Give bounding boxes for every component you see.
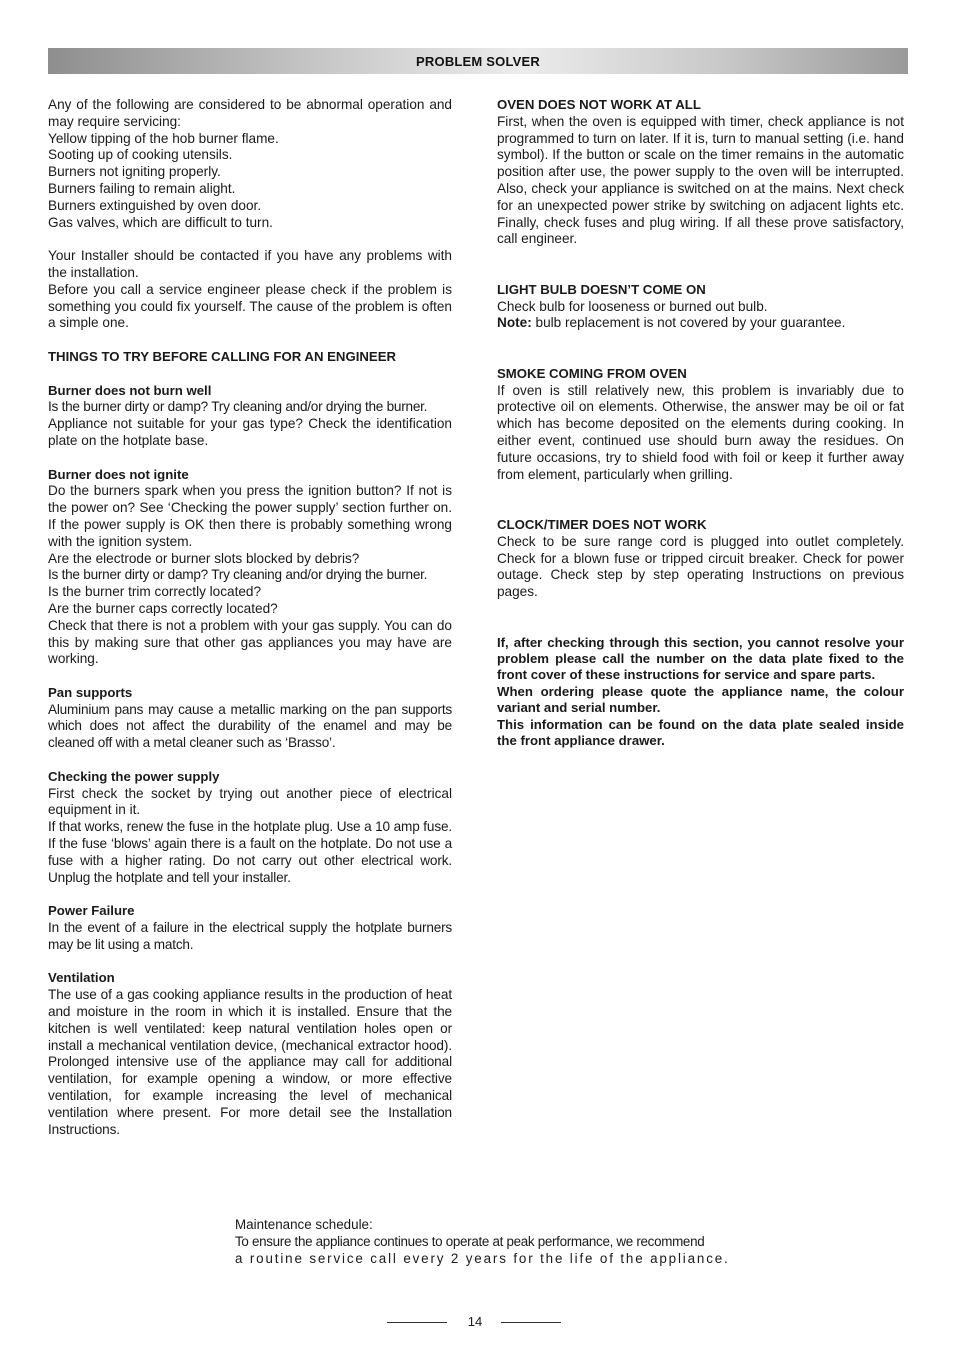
power-failure-line: In the event of a failure in the electrical supply the hotplate burners may be lit using a match. <box>48 920 452 952</box>
oven-not-work-text: First, when the oven is equipped with timer, check appliance is not programmed to turn on later. If it is, turn to manual setting (i.e. hand symbol). If the button or scale on the timer remains in the automatic position after use, the power supply to the oven will be interrupted. Also, check your appliance is switched on at the mains. Next check for an unexpected power strike by switching on adjacent lights etc. Finally, check fuses and plug wiring. If all these prove satisfactory, call engineer. <box>497 113 904 247</box>
note-label: Note: <box>497 315 532 331</box>
footer-rule-right <box>501 1322 561 1323</box>
burner-not-ignite-line: Are the burner caps correctly located? <box>48 600 278 616</box>
clock-text: Check to be sure range cord is plugged into outlet completely. Check for a blown fuse or tripped circuit breaker. Check for power outage. Check step by step operating Instructions on previous pages. <box>497 533 904 600</box>
intro-line: Burners failing to remain alight. <box>48 180 236 196</box>
ventilation-heading: Ventilation <box>48 970 115 986</box>
oven-not-work-heading: OVEN DOES NOT WORK AT ALL <box>497 97 701 112</box>
pan-supports-heading: Pan supports <box>48 684 133 700</box>
burner-not-burn-line: Appliance not suitable for your gas type? Check the identification plate on the hotplate base. <box>48 416 452 448</box>
closing-line: When ordering please quote the appliance name, the colour variant and serial number. <box>497 683 904 716</box>
maintenance-line: To ensure the appliance continues to operate at peak performance, we recommend <box>235 1234 705 1249</box>
maintenance-line: a routine service call every 2 years for the life of the appliance. <box>235 1251 730 1266</box>
installer-block <box>48 248 452 332</box>
burner-not-ignite-line: Check that there is not a problem with your gas supply. You can do this by making sure that other gas appliances you may have are working. <box>48 617 452 667</box>
page-footer <box>0 1314 954 1332</box>
burner-not-burn-line: Is the burner dirty or damp? Try cleaning and/or drying the burner. <box>48 399 428 415</box>
power-supply-line: First check the socket by trying out another piece of electrical equipment in it. <box>48 785 452 818</box>
closing-block <box>497 635 904 750</box>
maintenance-schedule <box>235 1216 745 1267</box>
installer-line: Your Installer should be contacted if you have any problems with the installation. <box>48 248 452 280</box>
power-supply-line: If that works, renew the fuse in the hotplate plug. Use a 10 amp fuse. If the fuse ‘blows’ again there is a fault on the hotplate. Do not use a fuse with a higher rating. Do not carry out other electrical work. Unplug the hotplate and tell your installer. <box>48 819 452 885</box>
intro-line: Burners extinguished by oven door. <box>48 197 262 213</box>
section-header-bar <box>48 48 908 74</box>
intro-line: Any of the following are considered to be abnormal operation and may require servicing: <box>48 97 452 129</box>
power-supply-heading: Checking the power supply <box>48 768 220 784</box>
burner-not-ignite-line: Is the burner trim correctly located? <box>48 584 262 600</box>
smoke-text: If oven is still relatively new, this problem is invariably due to protective oil on elements. Otherwise, the answer may be oil or fat which has become deposited on the elements during cooking. In either event, continued use should burn away the residues. On future occasions, try to shield food with foil or keep it further away from element, particularly when grilling. <box>497 382 904 482</box>
ventilation-line: The use of a gas cooking appliance results in the production of heat and moisture in the room in which it is installed. Ensure that the kitchen is well ventilated: keep natural ventilation holes open or install a mechanical ventilation device, (mechanical extractor hood). Prolonged intensive use of the appliance may call for additional ventilation, for example opening a window, or more effective ventilation, for example increasing the level of mechanical ventilation where present. For more detail see the Installation Instructions. <box>48 987 452 1137</box>
page-number: 14 <box>467 1314 483 1329</box>
light-bulb-text: Check bulb for looseness or burned out bulb. <box>497 298 768 314</box>
right-column <box>497 97 904 749</box>
power-failure-heading: Power Failure <box>48 903 135 919</box>
footer-rule-left <box>387 1322 447 1323</box>
clock-heading: CLOCK/TIMER DOES NOT WORK <box>497 516 707 532</box>
burner-not-ignite-line: Are the electrode or burner slots blocked by debris? <box>48 550 360 566</box>
smoke-heading: SMOKE COMING FROM OVEN <box>497 365 687 381</box>
note-text: bulb replacement is not covered by your guarantee. <box>531 315 846 331</box>
closing-line: If, after checking through this section, you cannot resolve your problem please call the number on the data plate fixed to the front cover of these instructions for service and spare parts. <box>497 634 904 683</box>
installer-line: Before you call a service engineer please check if the problem is something you could fix yourself. The cause of the problem is often a simple one. <box>48 281 452 331</box>
closing-line: This information can be found on the data plate sealed inside the front appliance drawer. <box>497 716 904 748</box>
light-bulb-note <box>497 315 904 332</box>
burner-not-burn-heading: Burner does not burn well <box>48 382 212 398</box>
light-bulb-heading: LIGHT BULB DOESN’T COME ON <box>497 281 706 297</box>
pan-supports-line: Aluminium pans may cause a metallic marking on the pan supports which does not affect the durability of the enamel and may be cleaned off with a metal cleaner such as ‘Brasso’. <box>48 701 452 751</box>
intro-line: Gas valves, which are difficult to turn. <box>48 214 273 230</box>
burner-not-ignite-heading: Burner does not ignite <box>48 466 189 482</box>
intro-line: Burners not igniting properly. <box>48 164 221 180</box>
things-heading: THINGS TO TRY BEFORE CALLING FOR AN ENGINEER <box>48 348 397 364</box>
burner-not-ignite-line: Do the burners spark when you press the ignition button? If not is the power on? See ‘Checking the power supply’ section further on. If the power supply is OK then there is probably something wrong with the ignition system. <box>48 483 452 549</box>
left-column <box>48 97 452 1138</box>
section-title: PROBLEM SOLVER <box>416 53 540 69</box>
intro-line: Sooting up of cooking utensils. <box>48 147 233 163</box>
intro-line: Yellow tipping of the hob burner flame. <box>48 130 279 146</box>
intro-block <box>48 97 452 231</box>
maintenance-label: Maintenance schedule: <box>235 1217 373 1232</box>
burner-not-ignite-line: Is the burner dirty or damp? Try cleaning and/or drying the burner. <box>48 567 428 583</box>
